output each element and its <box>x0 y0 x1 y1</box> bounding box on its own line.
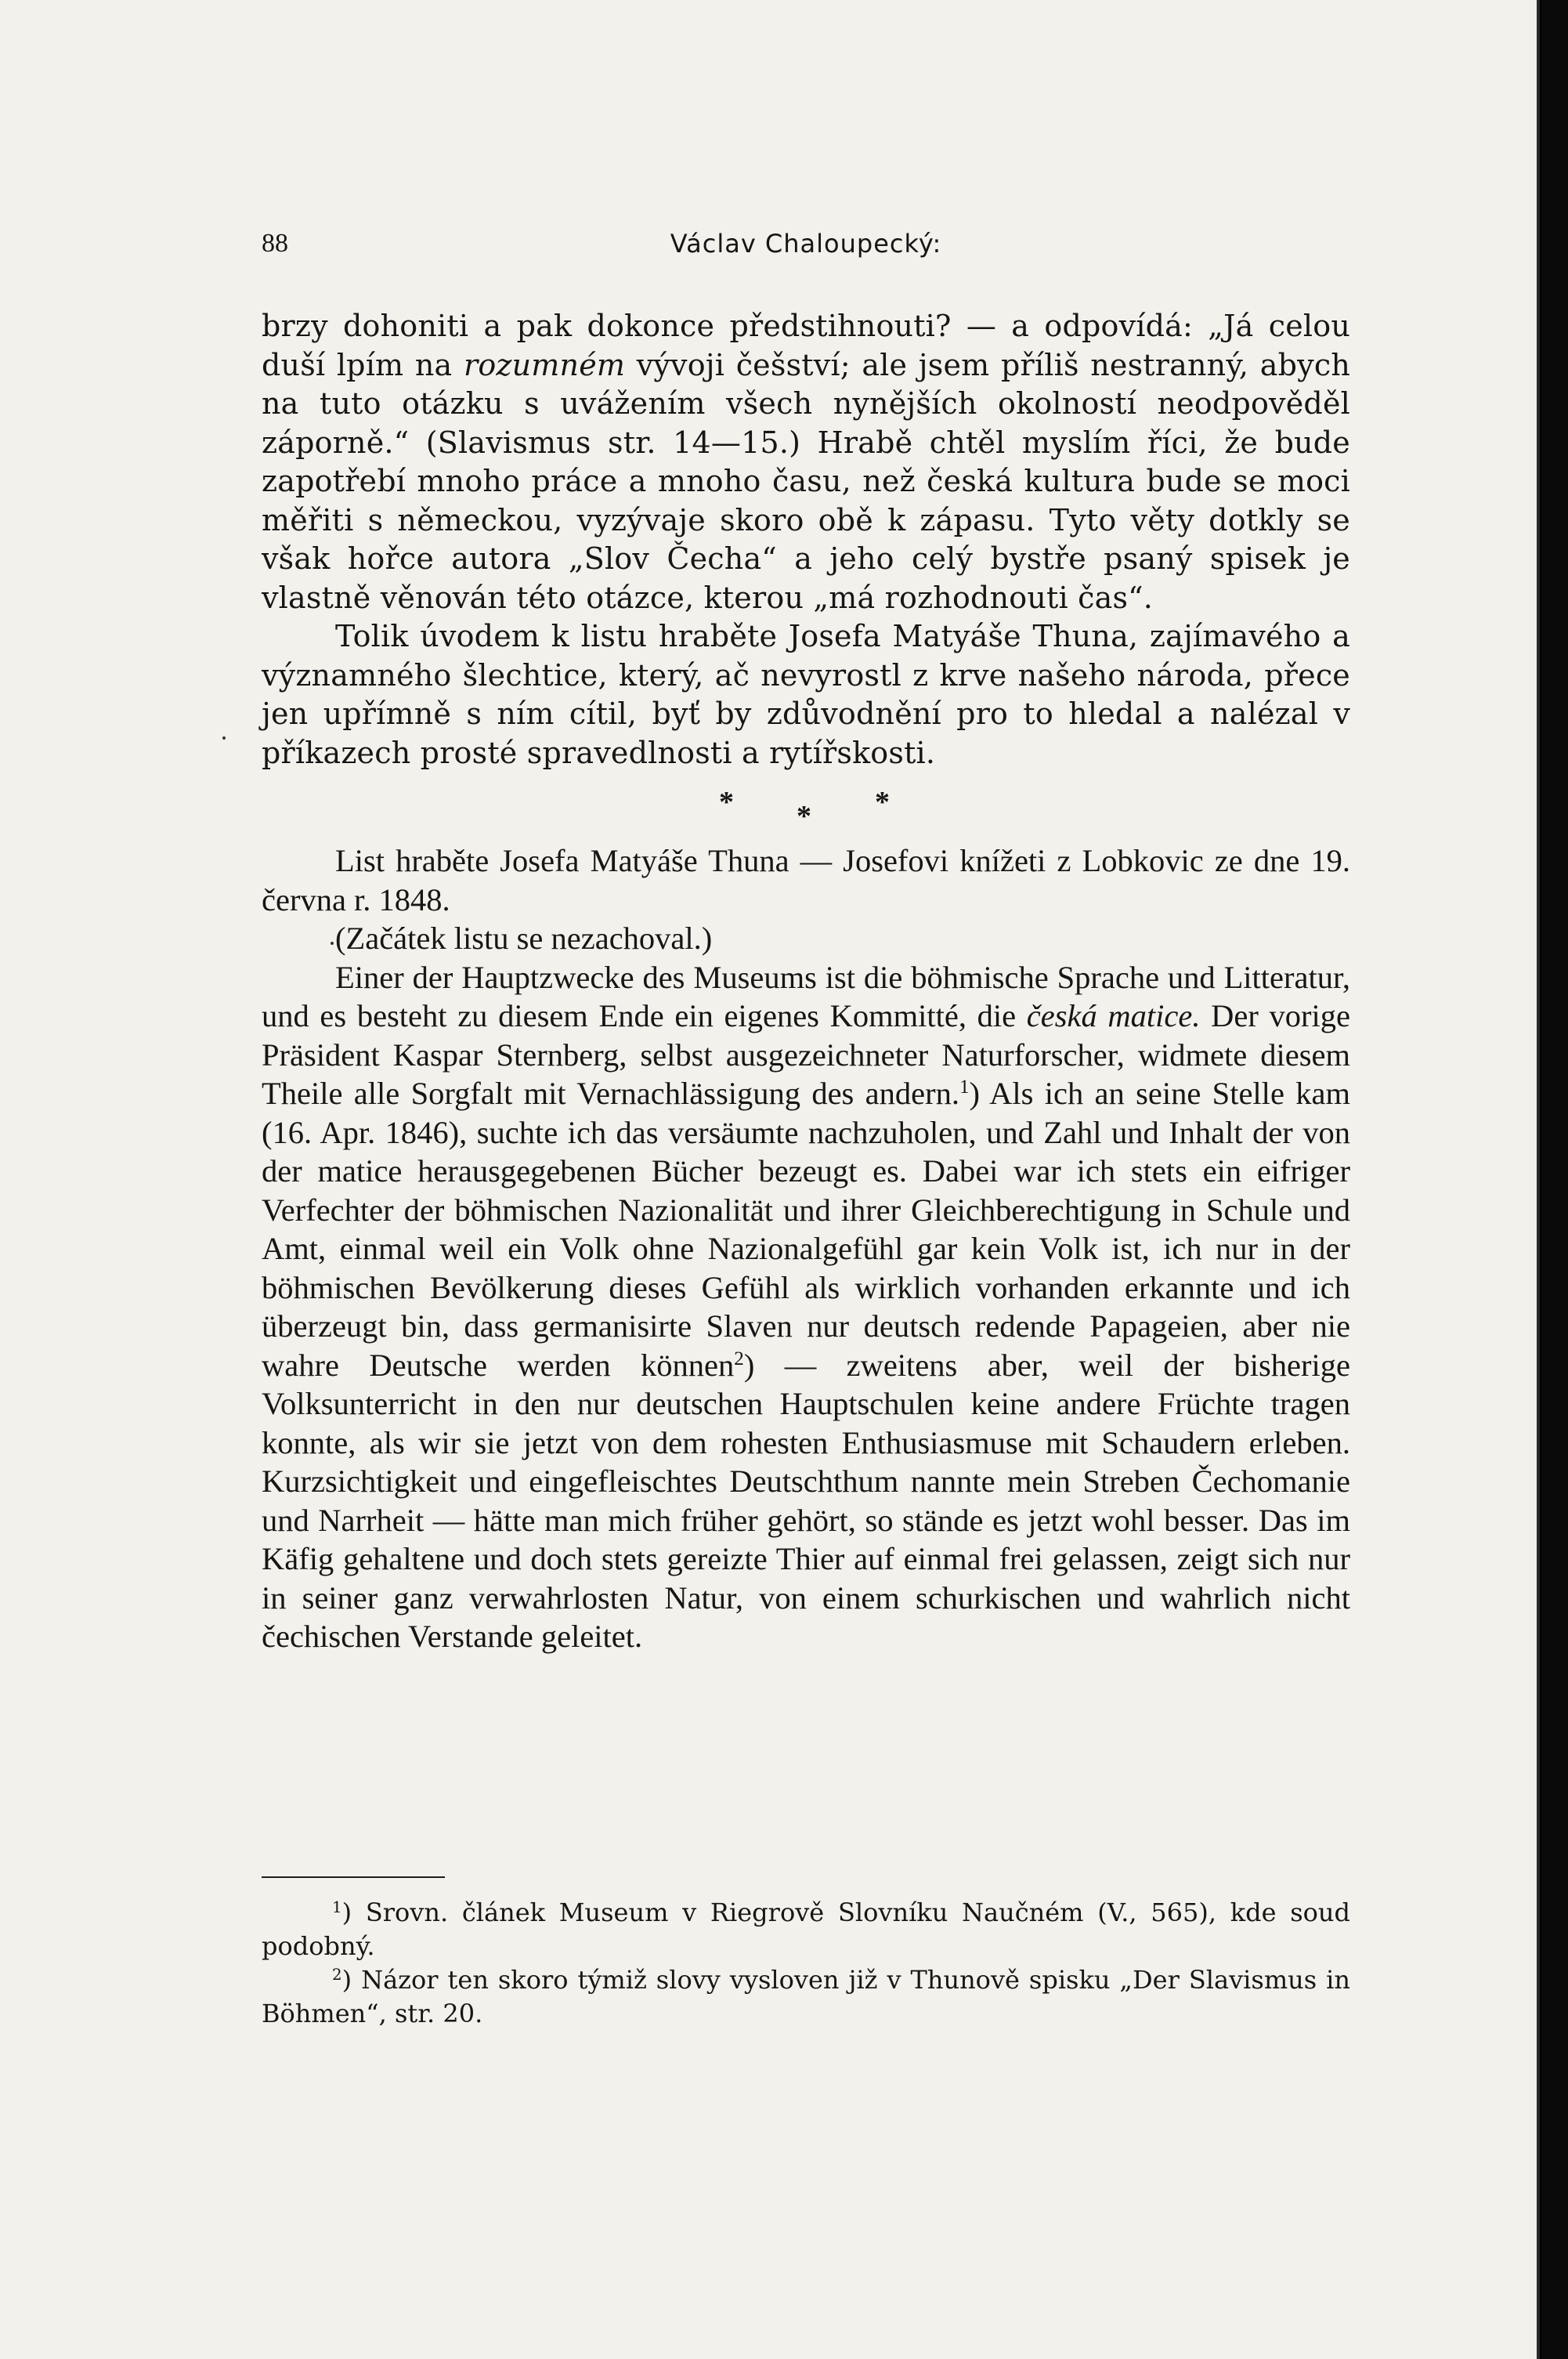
footnote-2-text: ) Názor ten skoro týmiž slovy vysloven již v Thunově spisku „Der Slavismus in Böhmen“, str. 20. <box>262 1965 1350 2028</box>
footnote-2 <box>262 1963 1350 2031</box>
footnotes <box>262 1896 1350 2031</box>
letter-text <box>262 958 1350 1656</box>
footnote-rule <box>262 1876 445 1878</box>
letter-title: List hraběte Josefa Matyáše Thuna — Josefovi knížeti z Lobkovic ze dne 19. června r. 1848. <box>262 843 1350 917</box>
page-header <box>262 229 1350 268</box>
section-separator <box>262 772 1350 841</box>
footnote-1-text: ) Srovn. článek Museum v Riegrově Slovníku Naučném (V., 565), kde soud podobný. <box>262 1898 1350 1961</box>
paragraph-1-emphasis: rozumném <box>463 347 626 382</box>
letter-text-a: Einer der Hauptzwecke des Museums ist die böhmische Sprache und Litteratur, und es besteht zu diesem Ende ein eigenes Kommitté, die <box>262 959 1350 1033</box>
separator-star-middle: * <box>797 800 811 833</box>
scan-border <box>1541 0 1568 2359</box>
margin-dot-mark <box>222 736 226 740</box>
footnote-2-mark: 2 <box>332 1966 342 1985</box>
separator-star-left: * <box>719 786 734 819</box>
footnote-ref-1: 1 <box>959 1076 970 1098</box>
footnote-1-mark: 1 <box>332 1898 342 1917</box>
letter-text-d: ) — zweitens aber, weil der bisherige Volksunterricht in den nur deutschen Hauptschulen keine andere Früchte tragen konnte, als wir sie jetzt von dem rohesten Enthusiasmuse mit Schaudern erleben. Kurzsichtigkeit und eingefleischtes Deutschthum nannte mein Streben Čechomanie und Narrheit — hätte man mich früher gehört, so stände es jetzt wohl besser. Das im Käfig gehaltene und doch stets gereizte Thier auf einmal frei gelassen, zeigt sich nur in seiner ganz verwahrlosten Natur, von einem schurkischen und wahrlich nicht čechischen Verstande geleitet. <box>262 1347 1350 1654</box>
paragraph-2: Tolik úvodem k listu hraběte Josefa Matyáše Thuna, zajímavého a významného šlechtice, který, ač nevyrostl z krve našeho národa, přece jen upřímně s ním cítil, byť by zdůvodnění pro to hledal a nalézal v příkazech prosté spravedlnosti a rytířskosti. <box>262 619 1350 770</box>
letter-text-b: Der vorige Präsident Kaspar Sternberg, selbst ausgezeichneter Naturforscher, widmete diesem Theile alle Sorgfalt mit Vernachlässigung des andern. <box>262 998 1350 1111</box>
separator-star-right: * <box>875 786 890 819</box>
letter-text-c: ) Als ich an seine Stelle kam (16. Apr. 1846), suchte ich das versäumte nachzuholen, und Zahl und Inhalt der von der matice herausgegebenen Bücher bezeugt es. Dabei war ich stets ein eifriger Verfechter der böhmischen Nazionalität und ihrer Gleichberechtigung in Schule und Amt, einmal weil ein Volk ohne Nazionalgefühl gar kein Volk ist, ich nur in der böhmischen Bevölkerung dieses Gefühl als wirklich vorhanden erkannte und ich überzeugt bin, dass germanisirte Slaven nur deutsch redende Papageien, aber nie wahre Deutsche werden können <box>262 1076 1350 1383</box>
letter-note: (Začátek listu se nezachoval.) <box>335 921 713 956</box>
footnote-ref-2: 2 <box>734 1348 744 1369</box>
footnote-1 <box>262 1896 1350 1963</box>
paragraph-1-text-a: brzy dohoniti a pak dokonce předstihnouti? — a odpovídá: „Já celou duší lpím na <box>262 309 1350 382</box>
running-head: Václav Chaloupecký: <box>670 229 942 259</box>
page-number: 88 <box>262 229 288 258</box>
paragraph-1 <box>262 307 1350 617</box>
body-text <box>262 307 1350 1656</box>
paragraph-1-text-b: vývoji češství; ale jsem příliš nestranný, abych na tuto otázku s uvážením všech nynějších okolností neodpověděl záporně.“ (Slavismus str. 14—15.) Hrabě chtěl myslím říci, že bude zapotřebí mnoho práce a mnoho času, než česká kultura bude se moci měřiti s německou, vyzývaje skoro obě k zápasu. Tyto věty dotkly se však hořce autora „Slov Čecha“ a jeho celý bystře psaný spisek je vlastně věnován této otázce, kterou „má rozhodnouti čas“. <box>262 347 1350 615</box>
page-edge-line <box>1537 0 1540 2359</box>
margin-dot-mark <box>331 942 334 945</box>
letter-text-emphasis: česká matice. <box>1026 998 1201 1033</box>
